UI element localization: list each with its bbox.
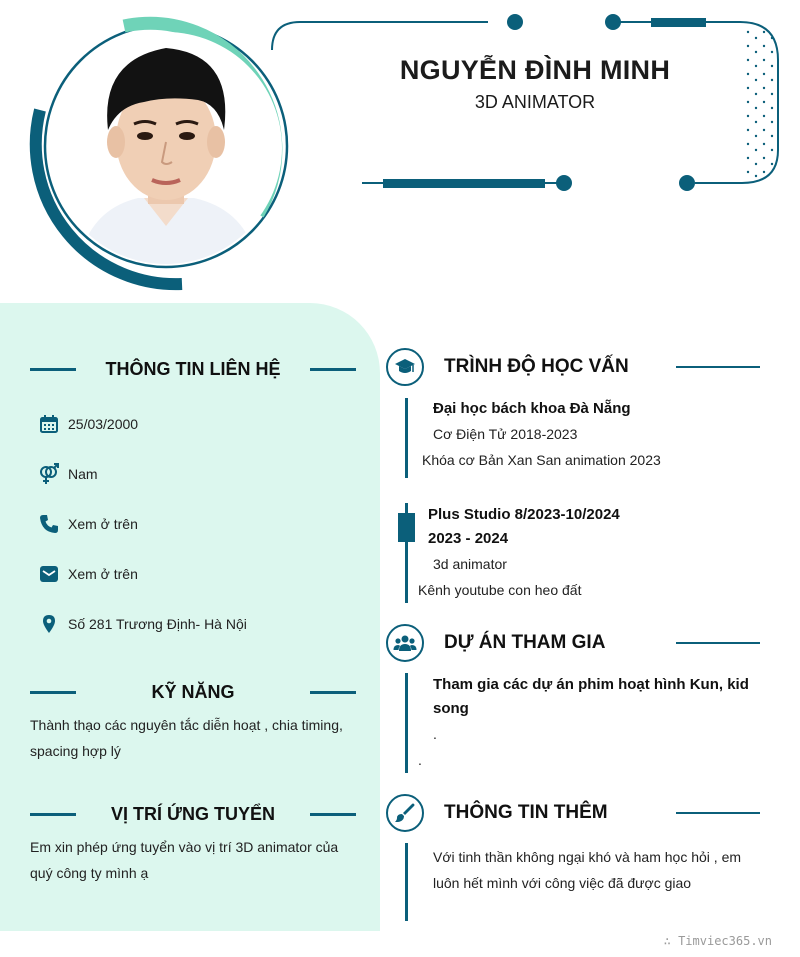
- calendar-icon: [38, 413, 60, 435]
- projects-dot-2: .: [418, 752, 422, 768]
- education-course: Khóa cơ Bản Xan San animation 2023: [422, 452, 661, 468]
- education-school: Đại học bách khoa Đà Nẵng: [433, 400, 631, 417]
- education-timeline: [405, 398, 408, 478]
- position-text: [30, 834, 338, 886]
- experience-marker: [398, 513, 415, 542]
- contact-birthday: [38, 413, 138, 435]
- position-line-1: Em xin phép ứng tuyển vào vị trí 3D animator của: [30, 839, 339, 855]
- extra-timeline: [405, 843, 408, 921]
- job-title: 3D ANIMATOR: [474, 92, 596, 112]
- contact-heading: [30, 357, 356, 381]
- experience-company: Plus Studio 8/2023-10/2024: [428, 506, 620, 523]
- projects-line-1: Tham gia các dự án phim hoạt hình Kun, kid: [433, 676, 749, 693]
- education-title: TRÌNH ĐỘ HỌC VẤN: [444, 356, 629, 377]
- contact-email: [38, 563, 138, 585]
- education-major: Cơ Điện Tử 2018-2023: [433, 426, 578, 442]
- watermark: ∴ Timviec365.vn: [663, 934, 772, 948]
- birthday-value: 25/03/2000: [68, 416, 139, 432]
- skills-text: [30, 712, 343, 764]
- graduation-cap-icon: [386, 348, 424, 386]
- experience-role: 3d animator: [433, 556, 507, 572]
- extra-heading: [386, 794, 760, 832]
- group-icon: [386, 624, 424, 662]
- position-heading: [30, 802, 356, 826]
- projects-dot-1: .: [433, 726, 437, 742]
- address-value: Số 281 Trương Định- Hà Nội: [68, 616, 247, 632]
- extra-text: [433, 844, 741, 896]
- profile-photo: [48, 30, 284, 266]
- experience-channel: Kênh youtube con heo đất: [418, 582, 582, 598]
- gender-value: Nam: [68, 466, 98, 482]
- gender-icon: [38, 463, 60, 485]
- extra-line-2: luôn hết mình với công việc đã được giao: [433, 875, 692, 891]
- phone-icon: [38, 513, 60, 535]
- email-icon: [38, 563, 60, 585]
- skills-title: KỸ NĂNG: [151, 681, 235, 702]
- projects-line-2: song: [433, 700, 469, 717]
- contact-title: THÔNG TIN LIÊN HỆ: [105, 358, 281, 379]
- phone-value[interactable]: Xem ở trên: [68, 516, 138, 532]
- projects-timeline: [405, 673, 408, 773]
- projects-heading: [386, 624, 760, 662]
- skills-line-1: Thành thạo các nguyên tắc diễn hoạt , chia timing,: [30, 717, 343, 733]
- email-value[interactable]: Xem ở trên: [68, 566, 138, 582]
- brush-icon: [386, 794, 424, 832]
- position-title: VỊ TRÍ ỨNG TUYỂN: [111, 803, 275, 824]
- extra-title: THÔNG TIN THÊM: [444, 802, 608, 823]
- extra-line-1: Với tinh thần không ngại khó và ham học hỏi , em: [433, 849, 742, 865]
- contact-address: [38, 613, 247, 635]
- contact-phone: [38, 513, 138, 535]
- candidate-name: NGUYỄN ĐÌNH MINH: [399, 55, 671, 85]
- projects-title: DỰ ÁN THAM GIA: [444, 632, 606, 653]
- skills-line-2: spacing hợp lý: [30, 743, 121, 759]
- education-heading: [386, 348, 760, 386]
- experience-period: 2023 - 2024: [428, 530, 509, 547]
- contact-gender: [38, 463, 98, 485]
- position-line-2: quý công ty mình ạ: [30, 865, 149, 881]
- location-icon: [38, 613, 60, 635]
- skills-heading: [30, 680, 356, 704]
